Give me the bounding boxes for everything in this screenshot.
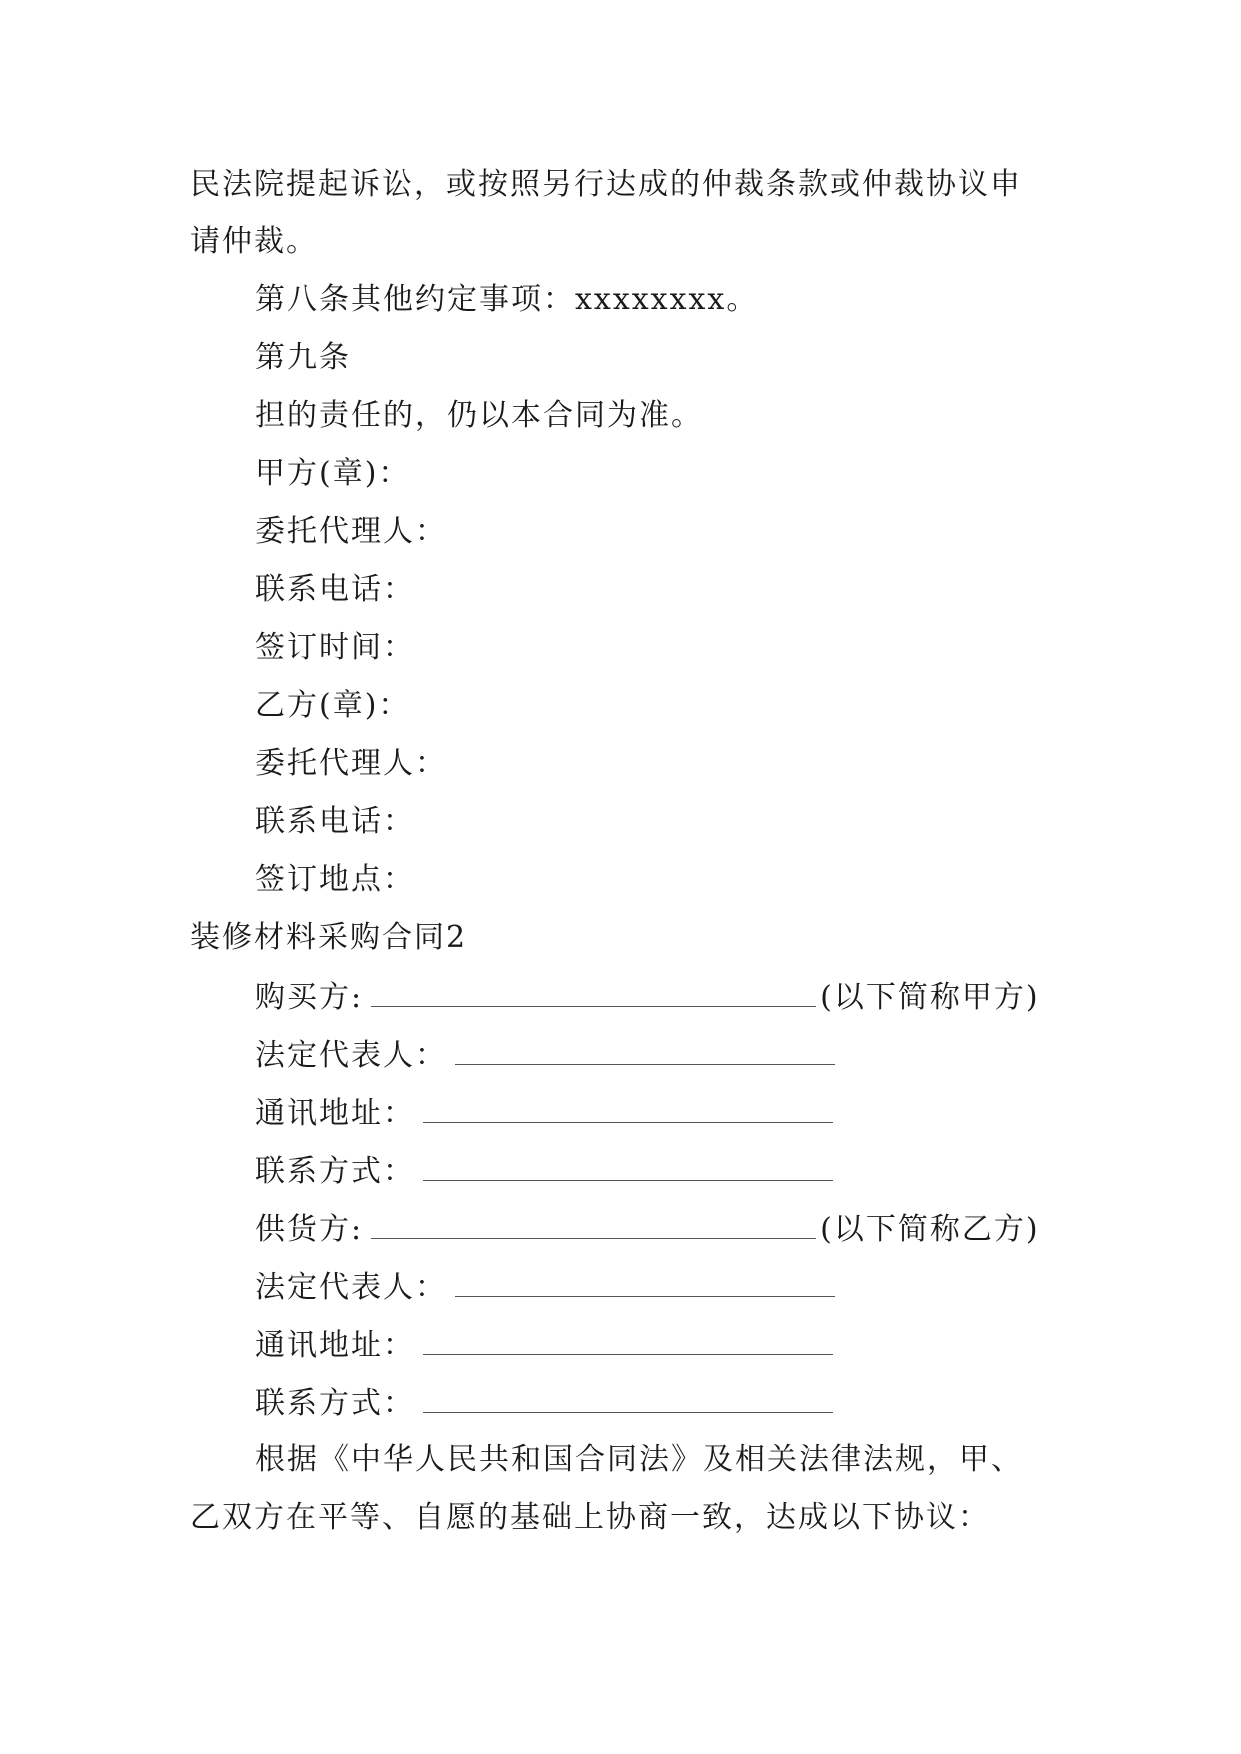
section-title: 装修材料采购合同2: [190, 920, 468, 955]
seller-addr-blank[interactable]: [423, 1324, 833, 1355]
buyer-line: [255, 976, 1040, 1016]
party-b-seal-label: 乙方(章)：: [255, 688, 411, 723]
party-a-seal-label: 甲方(章)：: [255, 456, 411, 491]
paragraph-line: 请仲裁。: [190, 224, 318, 259]
clause-nine: 第九条: [255, 340, 351, 375]
seller-addr-label: 通讯地址：: [255, 1328, 415, 1363]
buyer-addr-blank[interactable]: [423, 1092, 833, 1123]
sign-time-label: 签订时间：: [255, 630, 415, 665]
party-b-agent-label: 委托代理人：: [255, 746, 447, 781]
seller-contact-blank[interactable]: [423, 1382, 833, 1413]
buyer-rep-label: 法定代表人：: [255, 1038, 447, 1073]
seller-line: [255, 1208, 1040, 1248]
closing-line: 乙双方在平等、自愿的基础上协商一致，达成以下协议：: [190, 1500, 990, 1535]
party-b-phone-label: 联系电话：: [255, 804, 415, 839]
buyer-rep-blank[interactable]: [455, 1034, 835, 1065]
seller-rep-label: 法定代表人：: [255, 1270, 447, 1305]
paragraph-line: 担的责任的，仍以本合同为准。: [255, 398, 703, 433]
sign-place-label: 签订地点：: [255, 862, 415, 897]
paragraph-line: 民法院提起诉讼，或按照另行达成的仲裁条款或仲裁协议申: [190, 167, 1022, 202]
closing-line: 根据《中华人民共和国合同法》及相关法律法规，甲、: [255, 1442, 1023, 1477]
buyer-blank[interactable]: [371, 976, 816, 1007]
seller-rep-blank[interactable]: [455, 1266, 835, 1297]
seller-addr-line: [255, 1324, 837, 1364]
seller-rep-line: [255, 1266, 839, 1306]
buyer-contact-blank[interactable]: [423, 1150, 833, 1181]
seller-contact-line: [255, 1382, 837, 1422]
party-a-agent-label: 委托代理人：: [255, 514, 447, 549]
seller-label: 供货方:: [255, 1212, 364, 1247]
seller-contact-label: 联系方式：: [255, 1386, 415, 1421]
buyer-addr-line: [255, 1092, 837, 1132]
seller-suffix: (以下简称乙方): [820, 1212, 1040, 1247]
buyer-suffix: (以下简称甲方): [820, 980, 1040, 1015]
buyer-rep-line: [255, 1034, 839, 1074]
buyer-addr-label: 通讯地址：: [255, 1096, 415, 1131]
buyer-label: 购买方:: [255, 980, 364, 1015]
party-a-phone-label: 联系电话：: [255, 572, 415, 607]
seller-blank[interactable]: [371, 1208, 816, 1239]
buyer-contact-label: 联系方式：: [255, 1154, 415, 1189]
clause-eight: 第八条其他约定事项：xxxxxxxx。: [255, 282, 759, 317]
buyer-contact-line: [255, 1150, 837, 1190]
